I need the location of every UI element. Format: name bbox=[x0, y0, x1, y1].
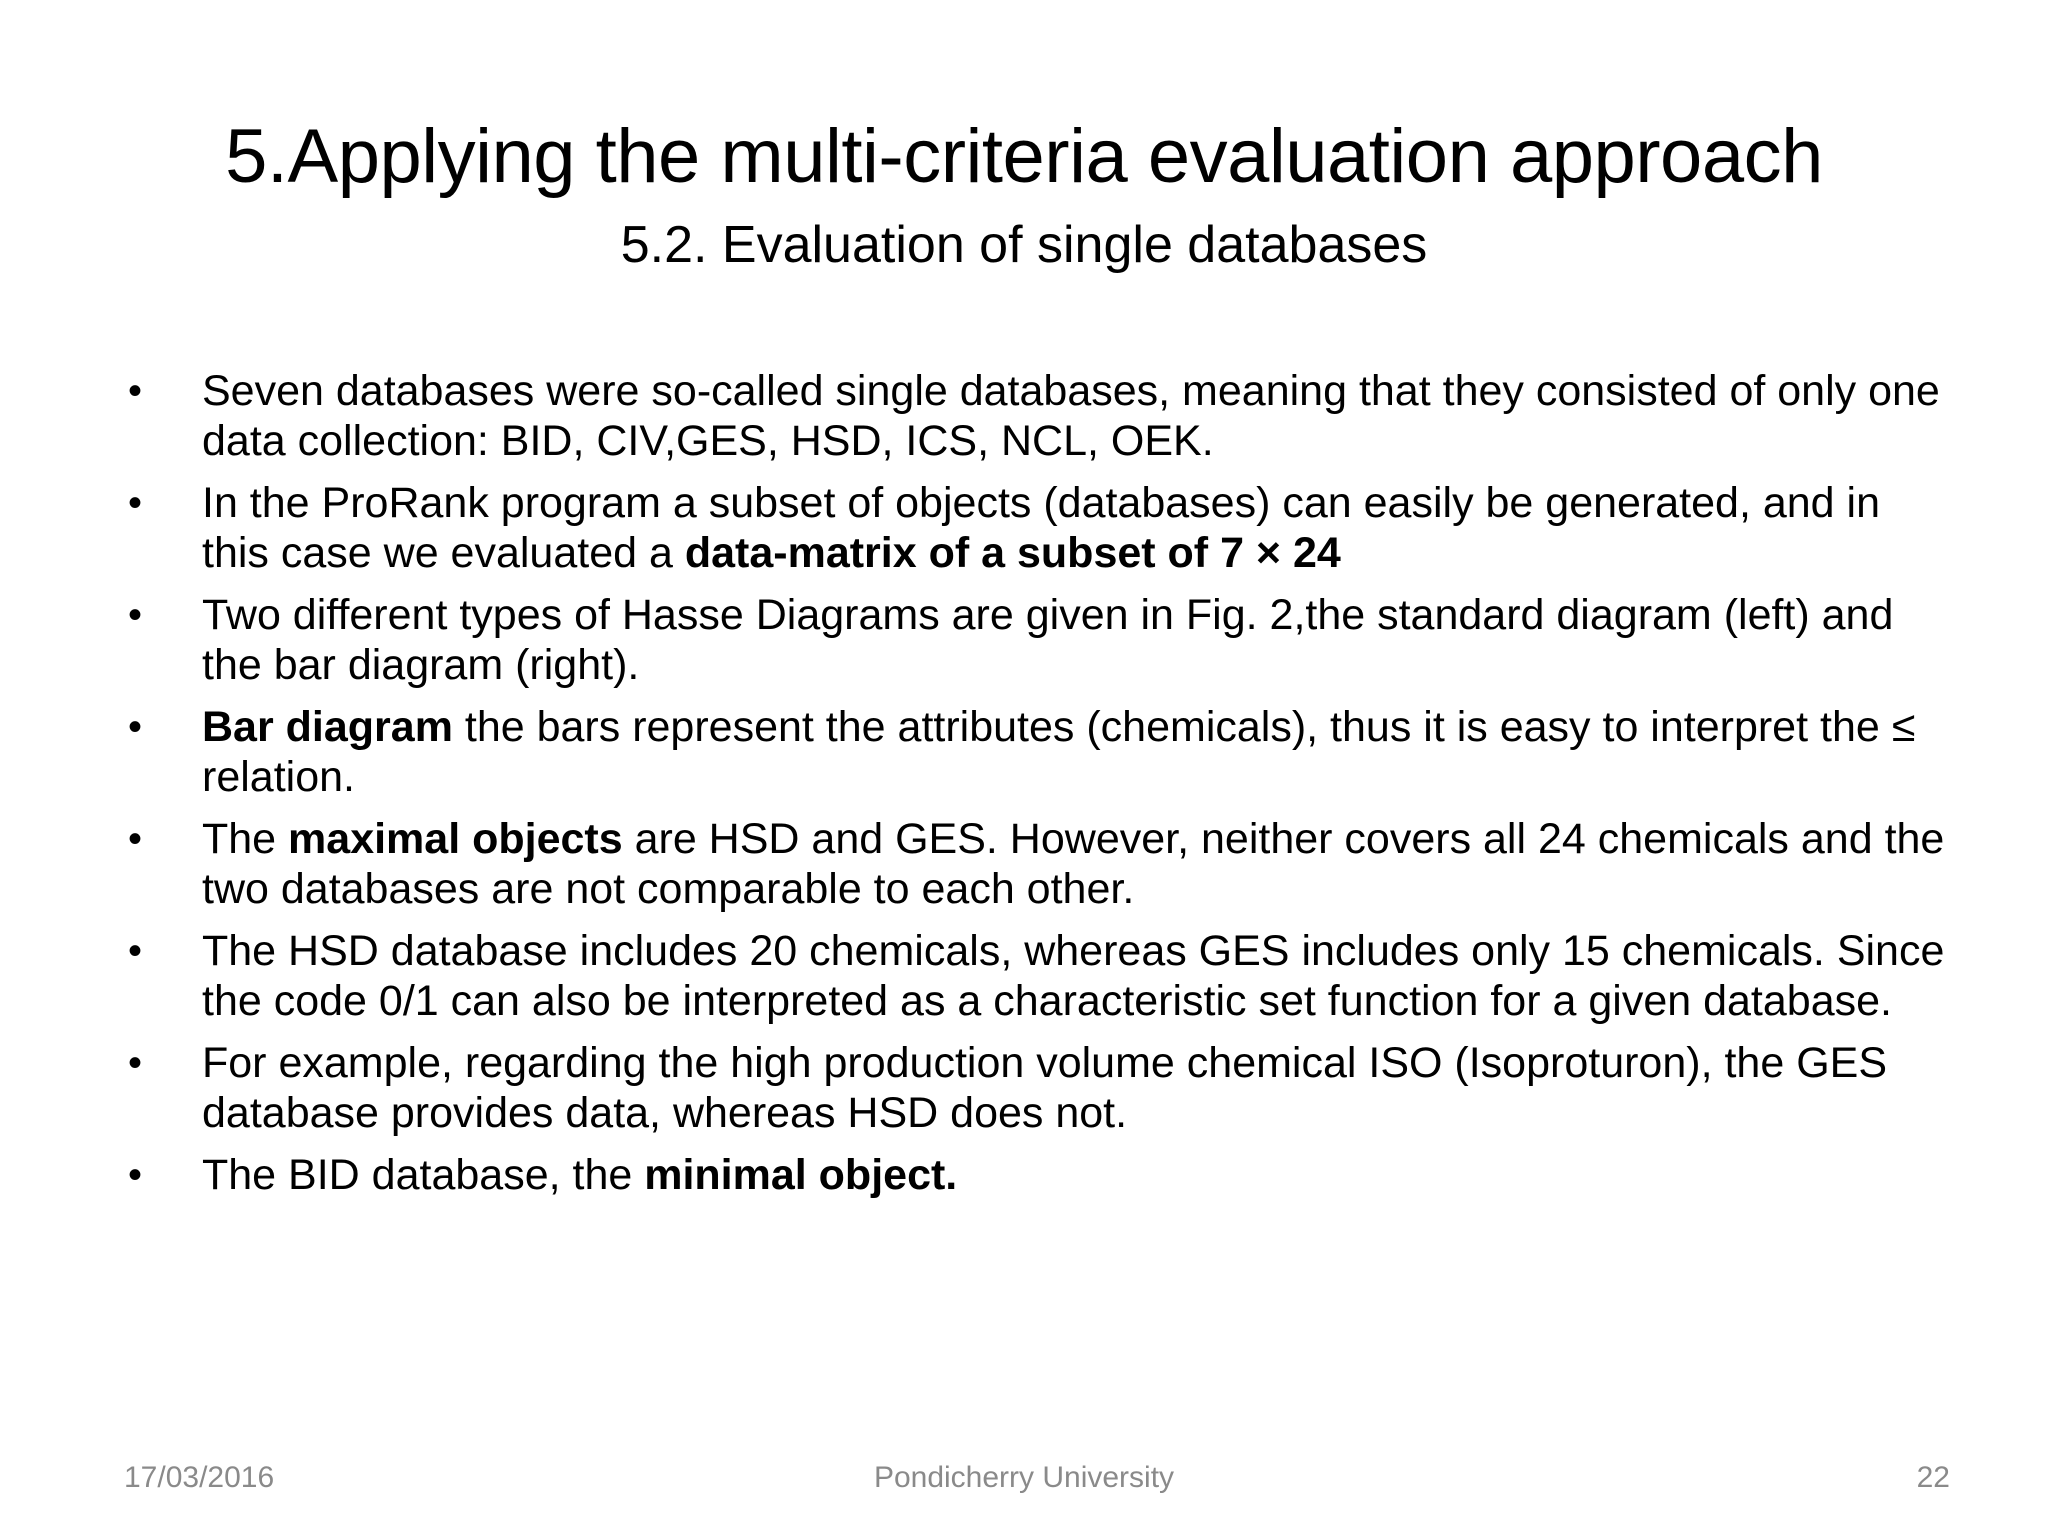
bullet-marker: • bbox=[127, 1153, 142, 1197]
footer-date: 17/03/2016 bbox=[124, 1461, 275, 1494]
bullet-text-regular: are HSD and GES. However, neither covers all 24 chemicals and the two databases are not comparable to each other. bbox=[202, 815, 1945, 913]
bullet-marker: • bbox=[127, 369, 142, 413]
bullet-text bbox=[202, 591, 1893, 689]
bullet-item bbox=[120, 590, 1950, 690]
bullet-text-regular: In the ProRank program a subset of objects (databases) can easily be generated, and in this case we evaluated a bbox=[202, 479, 1881, 577]
bullet-text bbox=[202, 927, 1944, 1025]
bullet-text-regular: The BID database, the bbox=[202, 1151, 645, 1199]
bullet-text bbox=[202, 479, 1880, 577]
bullet-text-regular: the bars represent the attributes (chemicals), thus it is easy to interpret the ≤ relation. bbox=[202, 703, 1916, 801]
bullet-text-regular: For example, regarding the high production volume chemical ISO (Isoproturon), the GES database provides data, whereas HSD does not. bbox=[202, 1039, 1887, 1137]
bullet-text-regular: Seven databases were so-called single databases, meaning that they consisted of only one data collection: BID, CIV,GES, HSD, ICS, NCL, OEK. bbox=[202, 367, 1940, 465]
bullet-item bbox=[120, 366, 1950, 466]
footer-organization: Pondicherry University bbox=[873, 1461, 1175, 1494]
bullet-marker: • bbox=[127, 705, 142, 749]
bullet-text-bold: Bar diagram bbox=[202, 703, 453, 751]
bullet-marker: • bbox=[127, 817, 142, 861]
slide-number: 22 bbox=[1916, 1461, 1950, 1494]
bullet-item bbox=[120, 926, 1950, 1026]
bullet-marker: • bbox=[127, 1041, 142, 1085]
bullet-text-regular: The HSD database includes 20 chemicals, whereas GES includes only 15 chemicals. Since the code 0/1 can also be interpreted as a characteristic set function for a given database. bbox=[202, 927, 1945, 1025]
bullet-item bbox=[120, 702, 1950, 802]
slide-subtitle: 5.2. Evaluation of single databases bbox=[620, 216, 1428, 274]
bullet-item bbox=[120, 1150, 1950, 1200]
bullet-marker: • bbox=[127, 481, 142, 525]
bullet-text-bold: data-matrix of a subset of 7 × 24 bbox=[684, 529, 1341, 577]
slide-title: 5.Applying the multi-criteria evaluation approach bbox=[225, 114, 1823, 199]
bullet-item bbox=[120, 1038, 1950, 1138]
bullet-text-bold: maximal objects bbox=[288, 815, 623, 863]
bullet-marker: • bbox=[127, 929, 142, 973]
bullet-text bbox=[202, 367, 1940, 465]
bullet-text bbox=[202, 1039, 1887, 1137]
bullet-text-regular: The bbox=[202, 815, 289, 863]
bullet-text bbox=[202, 1151, 957, 1199]
bullet-text-bold: minimal object. bbox=[644, 1151, 958, 1199]
bullet-text bbox=[202, 815, 1944, 913]
bullet-text bbox=[202, 703, 1915, 801]
bullet-item bbox=[120, 478, 1950, 578]
bullet-text-regular: Two different types of Hasse Diagrams are given in Fig. 2,the standard diagram (left) and the bar diagram (right). bbox=[202, 591, 1894, 689]
bullet-marker: • bbox=[127, 593, 142, 637]
bullet-list bbox=[120, 366, 1950, 1212]
bullet-item bbox=[120, 814, 1950, 914]
